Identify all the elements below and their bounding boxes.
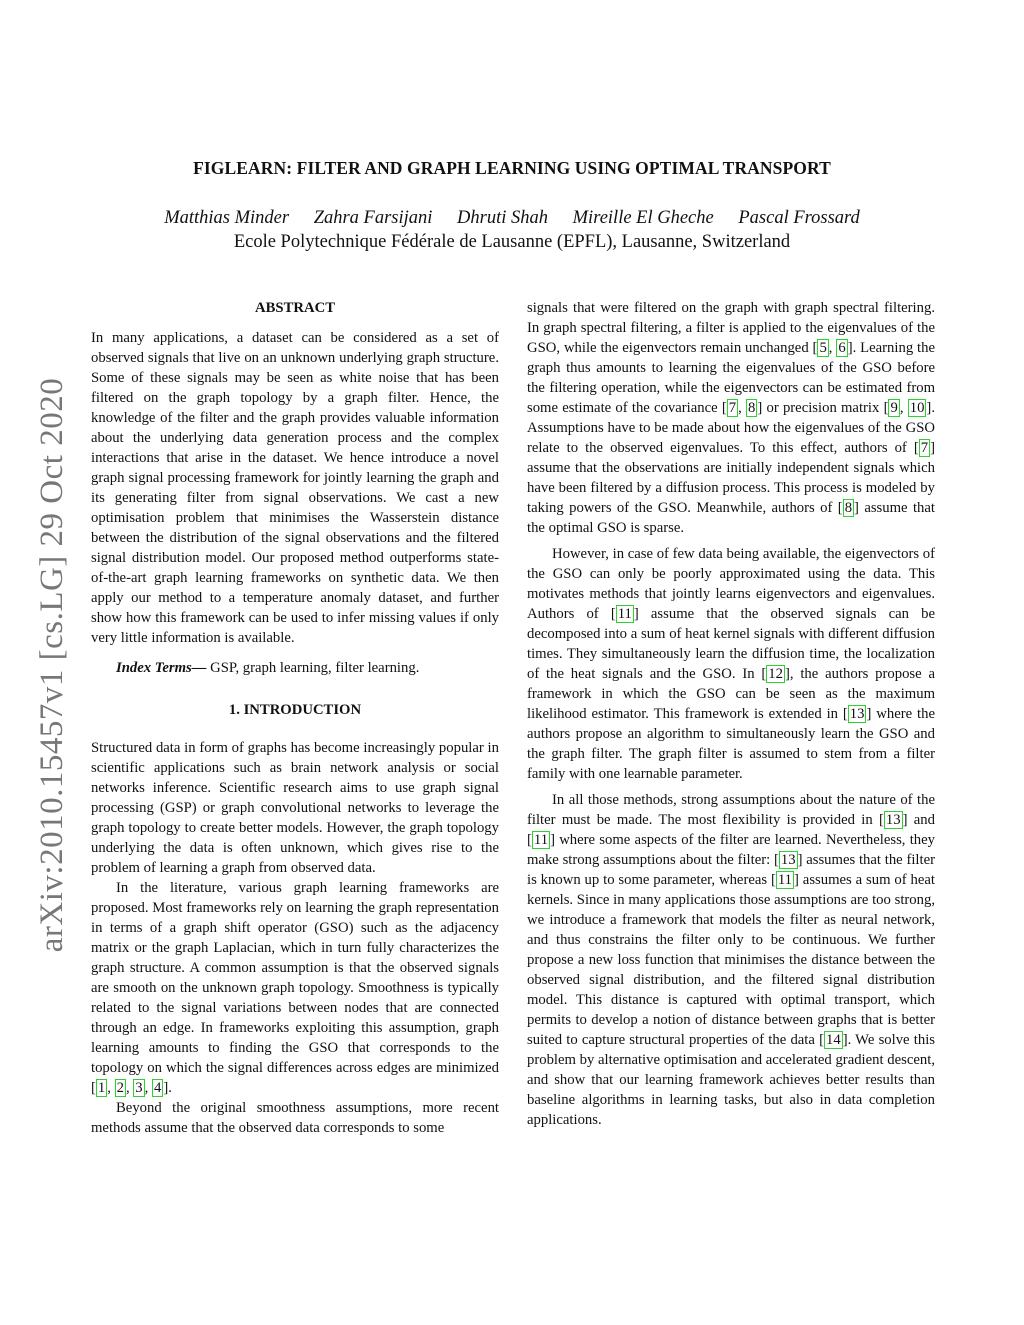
intro-paragraph-3: Beyond the original smoothness assumptions, more recent methods assume that the observed data corresponds to some [91,1100,499,1136]
index-terms-value: GSP, graph learning, filter learning. [210,660,420,676]
right-paragraph-3: In all those methods, strong assumptions about the nature of the filter must be made. The most flexibility is provided in [ 13 ] and [ 11 ] where some aspects of the filter are learned. Nevertheless, they make strong assumptions about the filter: [ 13 ] assumes that the filter is known up to some parameter, whereas [ 11 ] assumes a sum of heat kernels. Since in many applications those assumptions are too strong, we introduce a framework that models the filter as neural network, and thus constrains the filter only to be continuous. We further propose a new loss function that minimises the distance between the observed signal distribution, and the filtered signal distribution model. This distance is captured with optimal transport, which permits to develop a notion of distance between graphs that is better suited to capture structural properties of the data [ 14 ]. We solve this problem by alternative optimisation and accelerated gradient descent, and show that our learning framework achieves better results than baseline algorithms in learning tasks, but also in data completion applications. [527,792,935,1128]
citation-link[interactable]: 13 [885,812,901,828]
right-paragraph-1: signals that were filtered on the graph with graph spectral filtering. In graph spectral filtering, a filter is applied to the eigenvalues of the GSO, while the eigenvectors remain unchanged [ 5 , 6 ]. Learning the graph thus amounts to learning the eigenvalues of the GSO before the filtering operation, while the eigenvectors can be estimated from some estimate of the covariance [ 7 , 8 ] or precision matrix [ 9 , 10 ]. Assumptions have to be made about how the eigenvalues of the GSO relate to the observed eigenvalues. To this effect, authors of [ 7 ] assume that the observations are initially independent signals which have been filtered by a diffusion process. This process is modeled by taking powers of the GSO. Meanwhile, authors of [ 8 ] assume that the optimal GSO is sparse. [527,300,935,536]
citation-link[interactable]: 12 [768,666,783,682]
author: Dhruti Shah [457,208,549,228]
citation-link[interactable]: 13 [849,706,865,722]
citation-link[interactable]: 8 [844,500,853,516]
citation-link[interactable]: 11 [533,832,549,848]
citation-link[interactable]: 14 [826,1032,841,1048]
citation-link[interactable]: 10 [909,400,925,416]
right-paragraph-2: However, in case of few data being available, the eigenvectors of the GSO can only be poorly approximated using the data. This motivates methods that jointly learns eigenvectors and eigenvalues. Authors of [ 11 ] assume that the observed signals can be decomposed into a sum of heat kernel signals with different diffusion times. They simultaneously learn the diffusion time, the localization of the heat signals and the GSO. In [ 12 ], the authors propose a framework in which the GSO can be seen as the maximum likelihood estimator. This framework is extended in [ 13 ] where the authors propose an algorithm to simultaneously learn the GSO and the graph filter. The graph filter is assumed to stem from a filter family with one learnable parameter. [527,546,936,782]
author: Matthias Minder [164,208,290,228]
citation-link[interactable]: 7 [728,400,737,416]
abstract-heading: ABSTRACT [255,300,335,316]
affiliation: Ecole Polytechnique Fédérale de Lausanne (EPFL), Lausanne, Switzerland [233,232,791,252]
author: Zahra Farsijani [313,208,433,228]
citation-link[interactable]: 8 [748,400,756,416]
citation-link[interactable]: 11 [617,606,632,622]
author: Pascal Frossard [738,208,860,228]
index-terms-label: Index Terms— [116,660,207,676]
citation-link[interactable]: 5 [819,340,827,356]
author: Mireille El Gheche [572,208,714,228]
citation-link[interactable]: 1 [97,1080,106,1096]
abstract-text: In many applications, a dataset can be considered as a set of observed signals that live on an unknown underlying graph structure. Some of these signals may be seen as white noise that has been filtered on the graph topology by a graph filter. Hence, the knowledge of the filter and the graph provides valuable information about the underlying data generation process and the complex interactions that arise in the dataset. We hence introduce a novel graph signal processing framework for jointly learning the graph and its generating filter from signal observations. We cast a new optimisation problem that minimises the Wasserstein distance between the distribution of the signal observations and the filtered signal distribution model. Our proposed method outperforms state-of-the-art graph learning frameworks on synthetic data. We then apply our method to a temperature anomaly dataset, and further show how this framework can be used to infer missing values if only very little information is available. [91,330,499,646]
citation-link[interactable]: 13 [780,852,796,868]
citation-link[interactable]: 3 [135,1080,143,1096]
intro-paragraph-2: In the literature, various graph learning frameworks are proposed. Most frameworks rely on learning the graph representation in terms of a graph shift operator (GSO) such as the adjacency matrix or the graph Laplacian, which in turn fully characterizes the graph structure. A common assumption is that the observed signals are smooth on the unknown graph topology. Smoothness is typically related to the signal variations between nodes that are connected through an edge. In frameworks exploiting this assumption, graph learning amounts to finding the GSO that corresponds to the topology on which the signal differences across edges are minimized [ 1 , 2 , 3 , 4 ]. [91,880,499,1096]
arxiv-id: arXiv:2010.15457v1 [cs.LG] 29 Oct 2020 [34,377,70,953]
intro-heading: 1. INTRODUCTION [228,702,362,718]
citation-link[interactable]: 6 [838,340,846,356]
citation-link[interactable]: 7 [920,440,929,456]
author-list [0,208,1024,229]
citation-link[interactable]: 9 [890,400,898,416]
left-column [91,298,499,1138]
paper-title: FIGLEARN: FILTER AND GRAPH LEARNING USING OPTIMAL TRANSPORT [193,158,831,178]
index-terms [91,658,499,678]
citation-link[interactable]: 2 [116,1080,124,1096]
citation-link[interactable]: 11 [777,872,793,888]
intro-paragraph-1: Structured data in form of graphs has become increasingly popular in scientific applications such as brain network analysis or social networks inference. Scientific research aims to use graph signal processing (GSP) or graph convolutional networks to leverage the graph topology to create better models. However, the graph topology underlying the data is often unknown, which gives rise to the problem of learning a graph from observed data. [91,740,499,876]
right-column [527,298,935,1130]
citation-link[interactable]: 4 [153,1080,162,1096]
